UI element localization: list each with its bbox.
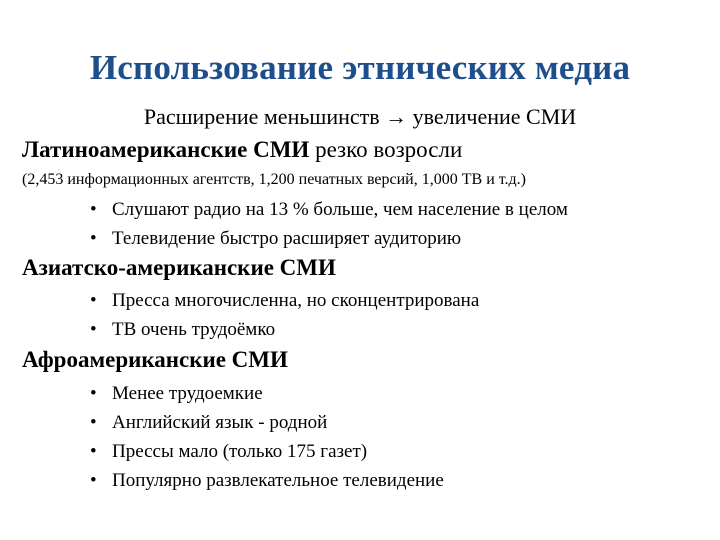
section-heading-asian — [22, 255, 336, 281]
bullet-list-african — [90, 379, 444, 495]
list-item-text: Прессы мало (только 175 газет) — [112, 441, 368, 462]
list-item — [90, 315, 479, 344]
list-item-text: Популярно развлекательное телевидение — [112, 470, 444, 491]
section-note-latino: (2,453 информационных агентств, 1,200 печатных версий, 1,000 ТВ и т.д.) — [22, 171, 527, 188]
list-item — [90, 437, 444, 466]
list-item — [90, 195, 568, 224]
bullet-icon: • — [90, 290, 97, 311]
bullet-icon: • — [90, 412, 97, 433]
list-item — [90, 466, 444, 495]
bullet-list-latino — [90, 195, 568, 253]
list-item-text: Английский язык - родной — [112, 412, 328, 433]
list-item-text: Слушают радио на 13 % больше, чем население в целом — [112, 199, 568, 220]
bullet-list-asian — [90, 286, 479, 344]
list-item-text: ТВ очень трудоёмко — [112, 319, 276, 340]
bullet-icon: • — [90, 470, 97, 491]
section-heading-african — [22, 347, 288, 373]
bullet-icon: • — [90, 199, 97, 220]
section-heading-latino — [22, 137, 462, 163]
section-heading-latino-bold: Латиноамериканские СМИ — [22, 137, 310, 162]
section-heading-african-bold: Афроамериканские СМИ — [22, 347, 288, 372]
bullet-icon: • — [90, 319, 97, 340]
bullet-icon: • — [90, 228, 97, 249]
list-item — [90, 408, 444, 437]
slide-subtitle: Расширение меньшинств → увеличение СМИ — [143, 104, 577, 129]
list-item — [90, 286, 479, 315]
section-heading-asian-bold: Азиатско-американские СМИ — [22, 255, 336, 280]
list-item-text: Пресса многочисленна, но сконцентрирована — [112, 290, 480, 311]
slide-title: Использование этнических медиа — [89, 48, 631, 87]
bullet-icon: • — [90, 441, 97, 462]
list-item — [90, 224, 568, 253]
bullet-icon: • — [90, 383, 97, 404]
list-item — [90, 379, 444, 408]
list-item-text: Менее трудоемкие — [112, 383, 263, 404]
list-item-text: Телевидение быстро расширяет аудиторию — [112, 228, 462, 249]
section-heading-latino-rest: резко возросли — [309, 137, 463, 162]
